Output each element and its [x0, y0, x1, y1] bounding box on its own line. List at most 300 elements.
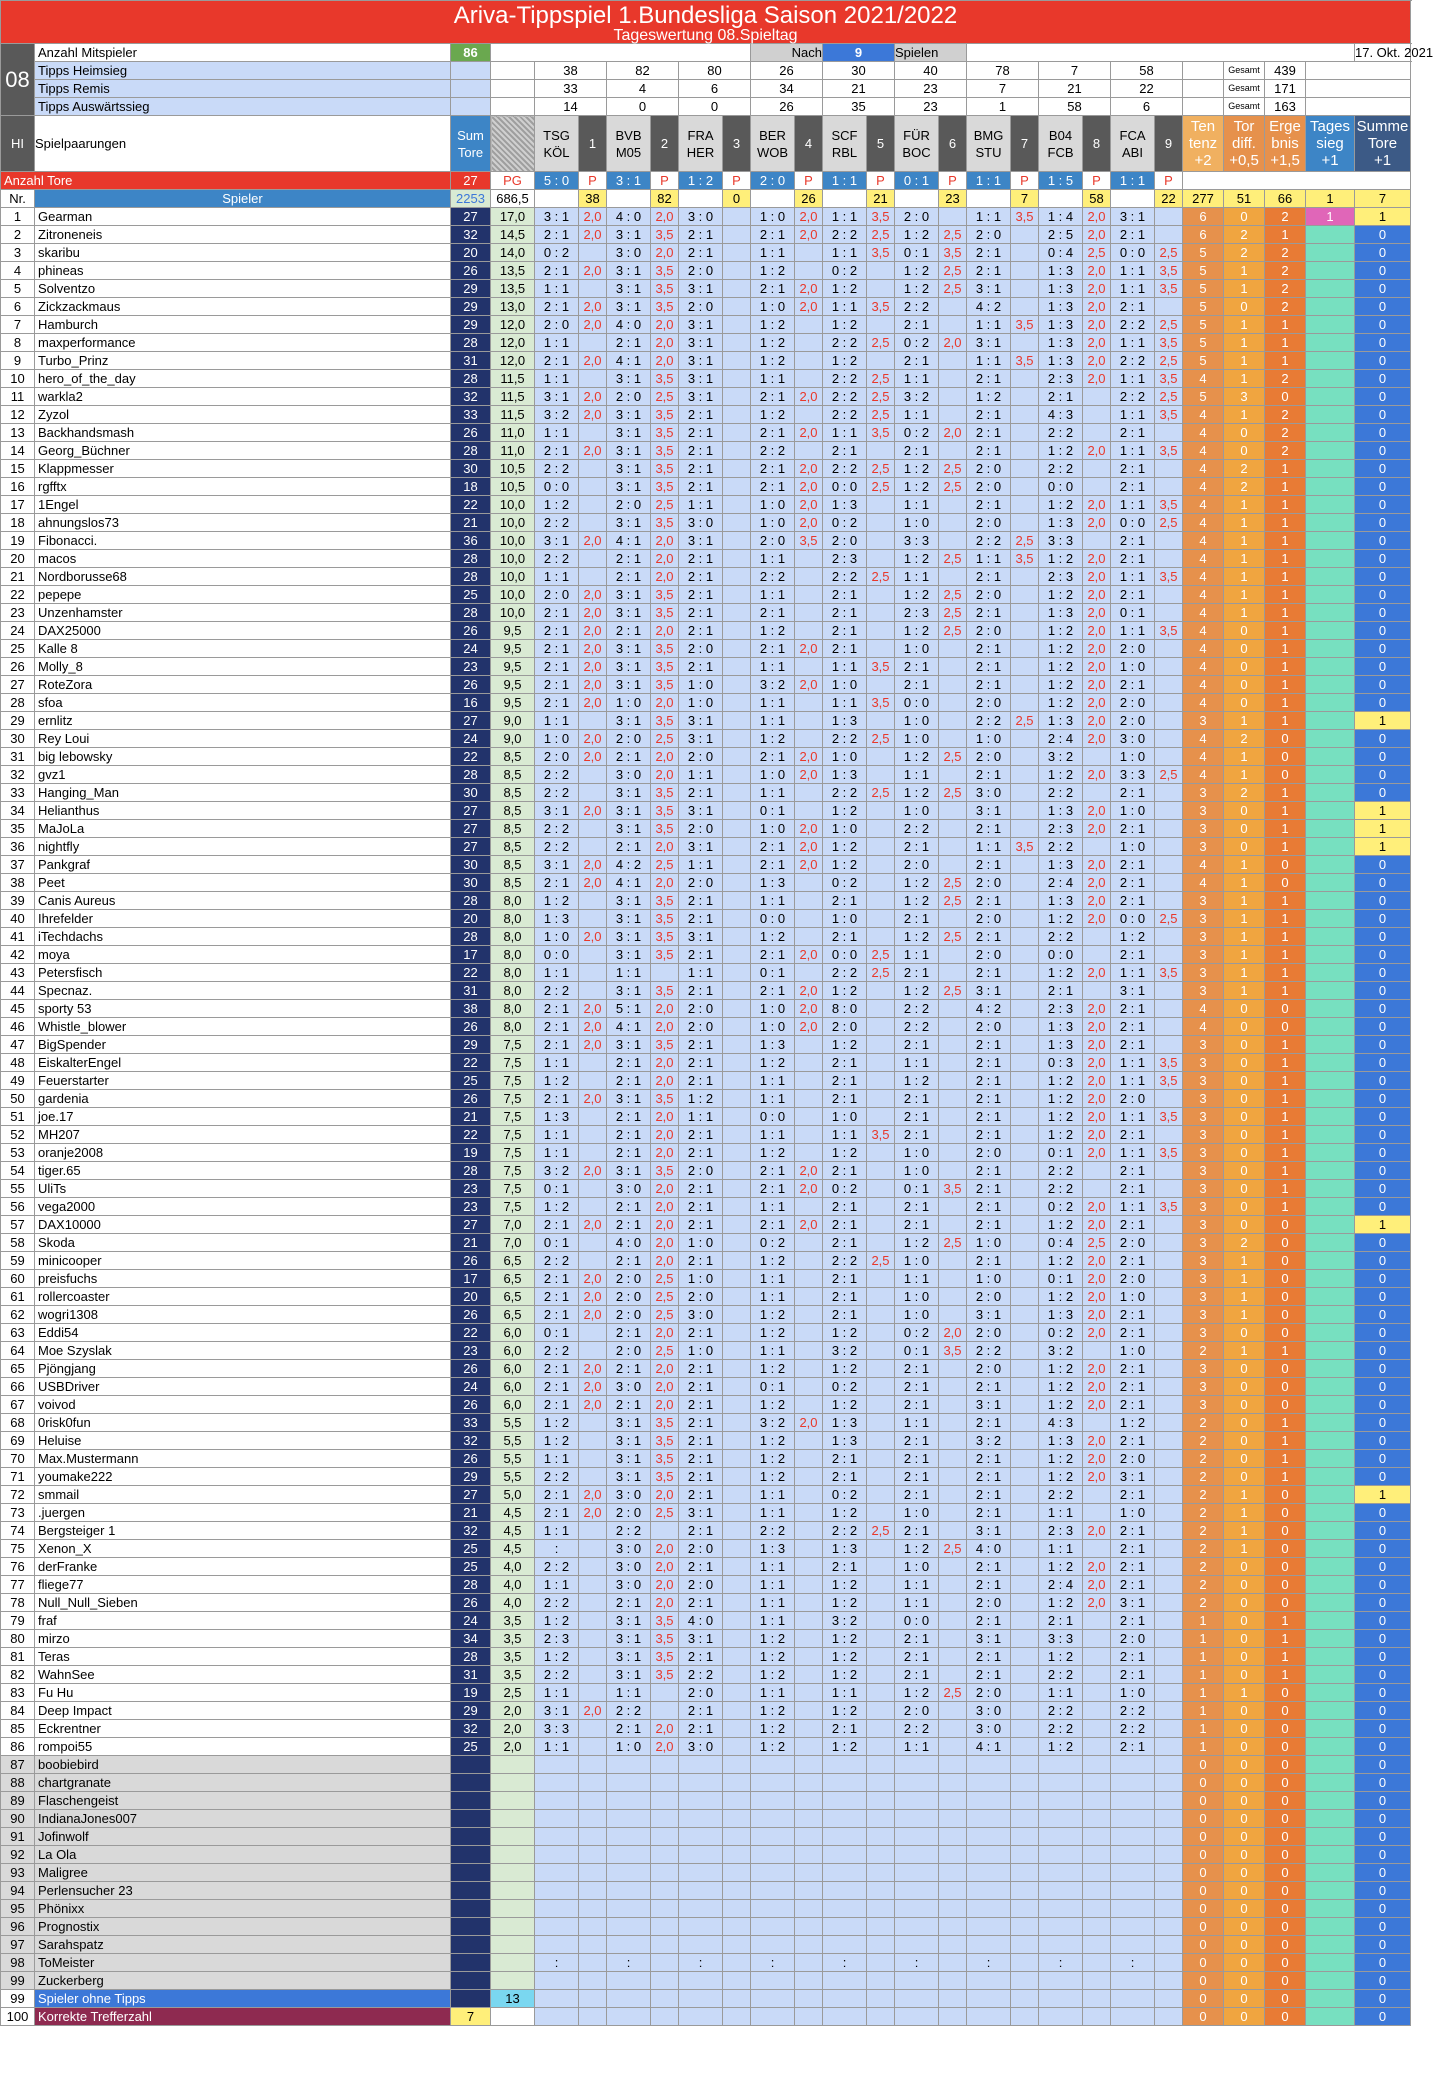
tip-match-7: 2 : 1 [967, 406, 1011, 424]
tip-points-7 [1011, 1558, 1039, 1576]
player-tagessieg [1306, 244, 1355, 262]
tip-points-4 [795, 1072, 823, 1090]
tip-points-3 [723, 1216, 751, 1234]
tip-match-7: 2 : 1 [967, 766, 1011, 784]
tip-match-6: 2 : 1 [895, 1360, 939, 1378]
tip-match-8: 1 : 3 [1039, 316, 1083, 334]
tip-match-1: 2 : 1 [535, 640, 579, 658]
tipps-heim-4: 26 [751, 62, 823, 80]
match-result-4: 2 : 0 [751, 172, 795, 190]
player-tore: 19 [451, 1144, 491, 1162]
tip-match-9: 2 : 1 [1111, 1486, 1155, 1504]
tip-points-9 [1155, 1324, 1183, 1342]
tip-match-5: 1 : 2 [823, 856, 867, 874]
tip-match-4: 1 : 0 [751, 496, 795, 514]
player-points: 6,5 [491, 1288, 535, 1306]
tip-match-8: 1 : 2 [1039, 766, 1083, 784]
player-summe: 0 [1355, 1540, 1411, 1558]
tip-match-9: 1 : 0 [1111, 1684, 1155, 1702]
tip-points-8: 2,0 [1083, 1522, 1111, 1540]
player-nr: 46 [1, 1018, 35, 1036]
tip-match-1: 2 : 1 [535, 1504, 579, 1522]
match-result-1: 5 : 0 [535, 172, 579, 190]
tip-points-8 [1083, 1162, 1111, 1180]
player-tendenz: 3 [1183, 1198, 1224, 1216]
player-name: MaJoLa [35, 820, 451, 838]
tip-points-4 [795, 1612, 823, 1630]
tip-match-9: 1 : 1 [1111, 406, 1155, 424]
tip-match-3: 2 : 0 [679, 1018, 723, 1036]
tip-match-8: 1 : 2 [1039, 658, 1083, 676]
player-nr: 80 [1, 1630, 35, 1648]
tip-points-1 [579, 1594, 607, 1612]
tip-match-2: 3 : 1 [607, 1162, 651, 1180]
tip-points-7 [1011, 1324, 1039, 1342]
tip-match-1: 2 : 1 [535, 1036, 579, 1054]
blank [491, 80, 535, 98]
player-points: 8,5 [491, 748, 535, 766]
tip-match-3: 3 : 1 [679, 802, 723, 820]
tip-points-1: 2,0 [579, 1000, 607, 1018]
tip-match-1: 1 : 3 [535, 1108, 579, 1126]
player-points: 7,0 [491, 1216, 535, 1234]
tip-points-9 [1155, 928, 1183, 946]
player-summe: 0 [1355, 1738, 1411, 1756]
player-name: pepepe [35, 586, 451, 604]
tip-match-7: 2 : 1 [967, 1072, 1011, 1090]
player-ergebnis: 1 [1265, 226, 1306, 244]
tip-match-7: 2 : 1 [967, 1252, 1011, 1270]
tip-points-9 [1155, 694, 1183, 712]
tip-match-4: 1 : 2 [751, 316, 795, 334]
tip-match-1: 1 : 1 [535, 712, 579, 730]
tip-match-9: : [1111, 1954, 1155, 1972]
tip-match-3: : [679, 1954, 723, 1972]
tip-points-4 [795, 910, 823, 928]
tip-points-2: 3,5 [651, 460, 679, 478]
tip-points-7 [1011, 586, 1039, 604]
tip-points-6 [939, 1054, 967, 1072]
info-row-remis [1, 80, 1411, 98]
tip-match-8: 2 : 2 [1039, 1666, 1083, 1684]
tip-points-4 [795, 1468, 823, 1486]
tip-match-5: 1 : 2 [823, 982, 867, 1000]
tip-match-8: 0 : 3 [1039, 1054, 1083, 1072]
tip-match-2: 3 : 1 [607, 442, 651, 460]
tip-match-3: 2 : 2 [679, 1666, 723, 1684]
tip-points-3 [723, 1720, 751, 1738]
tip-match-1: 2 : 2 [535, 784, 579, 802]
tip-points-1 [579, 1450, 607, 1468]
tip-match-8: 2 : 2 [1039, 1720, 1083, 1738]
player-points: 8,0 [491, 964, 535, 982]
player-summe: 0 [1355, 586, 1411, 604]
player-nr: 18 [1, 514, 35, 532]
tip-match-1: 2 : 1 [535, 1360, 579, 1378]
tip-match-4: : [751, 1954, 795, 1972]
player-points: 12,0 [491, 334, 535, 352]
tip-points-9 [1155, 1468, 1183, 1486]
tip-match-3: 2 : 1 [679, 1468, 723, 1486]
tip-points-4 [795, 1810, 823, 1828]
tip-match-5: 1 : 2 [823, 1630, 867, 1648]
player-nr: 12 [1, 406, 35, 424]
tip-match-9: 2 : 1 [1111, 856, 1155, 874]
player-ergebnis: 0 [1265, 1396, 1306, 1414]
tip-match-1: 1 : 0 [535, 730, 579, 748]
player-name: warkla2 [35, 388, 451, 406]
tip-match-4: 2 : 2 [751, 442, 795, 460]
player-points: 12,0 [491, 316, 535, 334]
tip-points-4: 2,0 [795, 226, 823, 244]
match-number-6: 6 [939, 116, 967, 172]
blank [1306, 98, 1411, 116]
tip-match-5: 0 : 2 [823, 1486, 867, 1504]
tip-match-6: 0 : 2 [895, 1324, 939, 1342]
tip-points-5 [867, 1486, 895, 1504]
player-tore: 33 [451, 1414, 491, 1432]
tip-points-4 [795, 1918, 823, 1936]
tip-points-2 [651, 1900, 679, 1918]
tip-match-6: 2 : 2 [895, 820, 939, 838]
player-ergebnis: 1 [1265, 1432, 1306, 1450]
player-ergebnis: 1 [1265, 1648, 1306, 1666]
player-name: ToMeister [35, 1954, 451, 1972]
tip-match-2: 3 : 1 [607, 262, 651, 280]
player-row [1, 478, 1411, 496]
player-points: 5,5 [491, 1468, 535, 1486]
tip-points-3 [723, 1612, 751, 1630]
player-tordiff: 0 [1224, 1180, 1265, 1198]
player-tore: 30 [451, 460, 491, 478]
tip-points-4 [795, 550, 823, 568]
player-summe: 0 [1355, 1162, 1411, 1180]
player-nr: 40 [1, 910, 35, 928]
player-name: gvz1 [35, 766, 451, 784]
tip-match-4 [751, 1882, 795, 1900]
tip-points-8 [1083, 1612, 1111, 1630]
player-summe: 0 [1355, 874, 1411, 892]
player-name: Flaschengeist [35, 1792, 451, 1810]
blank [1111, 1990, 1155, 2008]
tip-match-9: 1 : 1 [1111, 1108, 1155, 1126]
tip-match-4: 2 : 1 [751, 226, 795, 244]
player-row [1, 1936, 1411, 1954]
tip-points-9 [1155, 748, 1183, 766]
tip-points-9 [1155, 1396, 1183, 1414]
tip-match-6: 2 : 2 [895, 1018, 939, 1036]
player-tagessieg [1306, 532, 1355, 550]
tip-match-1: 2 : 2 [535, 460, 579, 478]
tip-match-3: 2 : 1 [679, 1180, 723, 1198]
tip-points-3 [723, 1036, 751, 1054]
player-summe: 0 [1355, 1630, 1411, 1648]
tip-points-7 [1011, 1162, 1039, 1180]
tip-points-8: 2,0 [1083, 1468, 1111, 1486]
tip-match-8: 1 : 2 [1039, 442, 1083, 460]
player-nr: 35 [1, 820, 35, 838]
tip-points-4: 2,0 [795, 298, 823, 316]
tip-match-1 [535, 1882, 579, 1900]
tip-match-5: 1 : 2 [823, 1396, 867, 1414]
player-row [1, 1576, 1411, 1594]
player-nr: 59 [1, 1252, 35, 1270]
tip-points-1 [579, 1918, 607, 1936]
tip-points-6 [939, 1846, 967, 1864]
player-tagessieg [1306, 298, 1355, 316]
player-points: 10,0 [491, 532, 535, 550]
tip-points-8 [1083, 478, 1111, 496]
tip-points-5 [867, 496, 895, 514]
player-tordiff: 0 [1224, 1792, 1265, 1810]
tip-points-5 [867, 514, 895, 532]
tip-points-7 [1011, 1792, 1039, 1810]
player-summe: 0 [1355, 1324, 1411, 1342]
player-tagessieg [1306, 1072, 1355, 1090]
tordiff-header-line: +0,5 [1229, 152, 1259, 169]
player-nr: 74 [1, 1522, 35, 1540]
player-points: 13,0 [491, 298, 535, 316]
tip-points-7 [1011, 784, 1039, 802]
tip-points-1 [579, 1648, 607, 1666]
tip-points-7 [1011, 1468, 1039, 1486]
player-nr: 96 [1, 1918, 35, 1936]
pg-label: PG [491, 172, 535, 190]
player-nr: 98 [1, 1954, 35, 1972]
player-nr: 24 [1, 622, 35, 640]
player-name: Zitroneneis [35, 226, 451, 244]
player-tordiff: 0 [1224, 1882, 1265, 1900]
tip-points-7 [1011, 640, 1039, 658]
tip-match-2: 3 : 1 [607, 424, 651, 442]
tip-match-4 [751, 1918, 795, 1936]
player-tendenz: 3 [1183, 838, 1224, 856]
tip-match-2: 3 : 1 [607, 910, 651, 928]
tip-match-8: 4 : 3 [1039, 406, 1083, 424]
tip-points-6: 2,0 [939, 334, 967, 352]
player-ergebnis: 1 [1265, 604, 1306, 622]
tip-points-7 [1011, 1648, 1039, 1666]
player-nr: 62 [1, 1306, 35, 1324]
player-tagessieg [1306, 478, 1355, 496]
match-result-7: 1 : 1 [967, 172, 1011, 190]
tip-match-1: 2 : 2 [535, 766, 579, 784]
player-points: 4,5 [491, 1522, 535, 1540]
player-tagessieg [1306, 334, 1355, 352]
blank [967, 2008, 1011, 2026]
player-ergebnis: 1 [1265, 910, 1306, 928]
match-points-total-7: 7 [1011, 190, 1039, 208]
tip-points-9: 2,5 [1155, 316, 1183, 334]
tip-points-4 [795, 1378, 823, 1396]
player-tagessieg [1306, 1882, 1355, 1900]
tip-points-7 [1011, 568, 1039, 586]
tip-match-9: 1 : 2 [1111, 1414, 1155, 1432]
player-summe: 0 [1355, 1270, 1411, 1288]
tip-match-3: 2 : 1 [679, 244, 723, 262]
player-points: 10,0 [491, 586, 535, 604]
player-nr: 67 [1, 1396, 35, 1414]
tip-match-7: 2 : 1 [967, 892, 1011, 910]
home-team: FRA [687, 127, 714, 143]
player-tagessieg [1306, 406, 1355, 424]
tip-match-1: 2 : 1 [535, 622, 579, 640]
match-number-1: 1 [579, 116, 607, 172]
player-nr: 71 [1, 1468, 35, 1486]
player-summe: 0 [1355, 1810, 1411, 1828]
tip-match-2: 2 : 1 [607, 622, 651, 640]
tip-match-3: 3 : 1 [679, 352, 723, 370]
player-ergebnis: 1 [1265, 1144, 1306, 1162]
player-nr: 3 [1, 244, 35, 262]
player-row [1, 298, 1411, 316]
tip-points-9 [1155, 1414, 1183, 1432]
tip-match-2: 2 : 2 [607, 1702, 651, 1720]
player-tagessieg [1306, 1774, 1355, 1792]
tip-points-4 [795, 1090, 823, 1108]
tip-match-1 [535, 1774, 579, 1792]
tip-match-2: 3 : 1 [607, 586, 651, 604]
player-nr: 14 [1, 442, 35, 460]
player-tordiff: 0 [1224, 694, 1265, 712]
tip-points-3 [723, 1936, 751, 1954]
tip-points-4 [795, 622, 823, 640]
tip-points-1 [579, 334, 607, 352]
tip-match-1: 1 : 2 [535, 1072, 579, 1090]
player-row [1, 226, 1411, 244]
tip-points-7 [1011, 1702, 1039, 1720]
player-tendenz: 2 [1183, 1468, 1224, 1486]
player-tordiff: 0 [1224, 1756, 1265, 1774]
tip-points-8: 2,0 [1083, 334, 1111, 352]
tip-match-3 [679, 1918, 723, 1936]
player-tordiff: 0 [1224, 1360, 1265, 1378]
tip-match-8: 1 : 2 [1039, 622, 1083, 640]
tip-match-5: 1 : 1 [823, 658, 867, 676]
player-tagessieg [1306, 1414, 1355, 1432]
tip-points-4 [795, 1234, 823, 1252]
points-label-3: P [723, 172, 751, 190]
player-ergebnis: 2 [1265, 370, 1306, 388]
player-ergebnis: 0 [1265, 1306, 1306, 1324]
player-row [1, 964, 1411, 982]
tip-points-8: 2,0 [1083, 622, 1111, 640]
tip-points-5 [867, 1324, 895, 1342]
tip-match-3: 3 : 1 [679, 388, 723, 406]
player-ergebnis: 1 [1265, 1630, 1306, 1648]
player-tordiff: 0 [1224, 1864, 1265, 1882]
player-tore: 21 [451, 514, 491, 532]
player-tagessieg [1306, 1306, 1355, 1324]
tip-points-8: 2,0 [1083, 1018, 1111, 1036]
tip-match-1 [535, 1900, 579, 1918]
tip-match-8 [1039, 1810, 1083, 1828]
player-tendenz: 3 [1183, 1126, 1224, 1144]
tip-match-9: 1 : 0 [1111, 1504, 1155, 1522]
player-row [1, 1036, 1411, 1054]
tip-points-7 [1011, 1504, 1039, 1522]
player-tagessieg [1306, 424, 1355, 442]
tip-points-3 [723, 1072, 751, 1090]
tip-points-6 [939, 1828, 967, 1846]
player-nr: 41 [1, 928, 35, 946]
player-name: Pankgraf [35, 856, 451, 874]
tip-points-8 [1083, 424, 1111, 442]
tip-points-6 [939, 1360, 967, 1378]
tip-points-1 [579, 1756, 607, 1774]
tip-points-2 [651, 1882, 679, 1900]
player-ergebnis: 0 [1265, 1270, 1306, 1288]
player-tendenz: 5 [1183, 388, 1224, 406]
player-summe: 0 [1355, 1882, 1411, 1900]
player-name: joe.17 [35, 1108, 451, 1126]
tip-match-7: 2 : 0 [967, 1360, 1011, 1378]
player-row [1, 1396, 1411, 1414]
player-points: 10,5 [491, 478, 535, 496]
tip-points-6 [939, 856, 967, 874]
tip-points-7 [1011, 928, 1039, 946]
player-tendenz: 3 [1183, 1324, 1224, 1342]
tip-points-2: 3,5 [651, 514, 679, 532]
player-tore: 27 [451, 1216, 491, 1234]
tip-points-1 [579, 1252, 607, 1270]
tip-match-8 [1039, 1882, 1083, 1900]
player-nr: 93 [1, 1864, 35, 1882]
tip-points-3 [723, 1918, 751, 1936]
tip-points-1: 2,0 [579, 622, 607, 640]
tip-points-1 [579, 370, 607, 388]
tip-match-8: 1 : 2 [1039, 1072, 1083, 1090]
player-tore: 30 [451, 784, 491, 802]
tip-match-3: 2 : 0 [679, 262, 723, 280]
tip-match-9: 2 : 1 [1111, 1252, 1155, 1270]
tip-points-8: 2,0 [1083, 352, 1111, 370]
tip-match-3: 2 : 1 [679, 1702, 723, 1720]
tip-points-6 [939, 514, 967, 532]
tip-match-5: 2 : 2 [823, 370, 867, 388]
tip-points-1 [579, 946, 607, 964]
blank [751, 2008, 795, 2026]
tip-match-8: 1 : 2 [1039, 1396, 1083, 1414]
tip-points-5 [867, 1072, 895, 1090]
player-ergebnis: 1 [1265, 658, 1306, 676]
player-row [1, 370, 1411, 388]
player-points: 8,5 [491, 874, 535, 892]
player-tendenz: 4 [1183, 406, 1224, 424]
tip-points-5: 3,5 [867, 1126, 895, 1144]
player-tordiff: 1 [1224, 280, 1265, 298]
player-tordiff: 1 [1224, 1288, 1265, 1306]
player-tendenz: 3 [1183, 1180, 1224, 1198]
tip-points-5: 3,5 [867, 208, 895, 226]
player-ergebnis: 0 [1265, 1504, 1306, 1522]
tip-points-6 [939, 1936, 967, 1954]
player-tagessieg [1306, 280, 1355, 298]
tip-points-2: 2,0 [651, 1360, 679, 1378]
tip-points-8: 2,0 [1083, 1108, 1111, 1126]
player-tendenz: 2 [1183, 1450, 1224, 1468]
tip-points-5 [867, 442, 895, 460]
tip-points-9 [1155, 604, 1183, 622]
tip-match-1: 1 : 1 [535, 370, 579, 388]
tip-match-5: 0 : 2 [823, 1378, 867, 1396]
tip-match-6: 1 : 2 [895, 982, 939, 1000]
tip-match-8: 1 : 1 [1039, 1684, 1083, 1702]
player-points: 4,0 [491, 1558, 535, 1576]
tip-match-8: 1 : 3 [1039, 604, 1083, 622]
player-tordiff: 1 [1224, 316, 1265, 334]
tip-match-1: 2 : 2 [535, 1558, 579, 1576]
